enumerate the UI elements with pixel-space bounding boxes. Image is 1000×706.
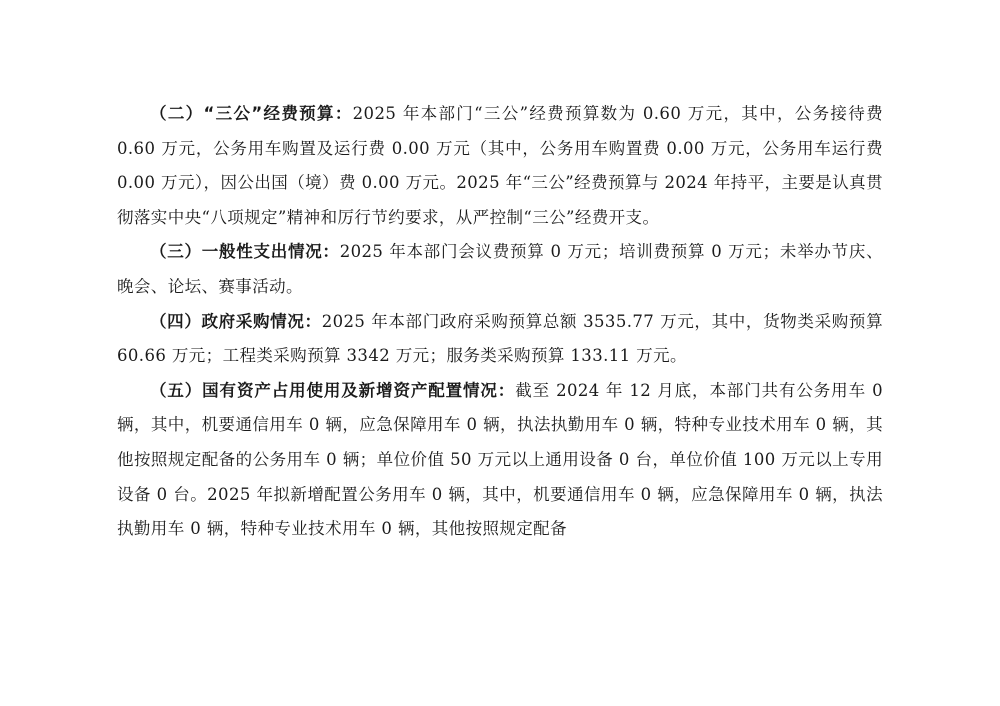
paragraph-san-gong-budget	[117, 97, 883, 235]
paragraph-general-expenditure	[117, 235, 883, 304]
paragraph-heading: （二）“三公”经费预算：	[150, 104, 353, 123]
paragraph-text: 2025 年本部门政府采购预算总额 3535.77 万元，其中，货物类采购预算 60.66 万元；工程类采购预算 3342 万元；服务类采购预算 133.11 万元。	[117, 311, 883, 366]
paragraph-text: 2025 年本部门“三公”经费预算数为 0.60 万元，其中，公务接待费 0.60 万元，公务用车购置及运行费 0.00 万元（其中，公务用车购置费 0.00 万元，公务用车运行费 0.00 万元），因公出国（境）费 0.00 万元。2025 年“三公”经费预算与 2024 年持平，主要是认真贯彻落实中央“八项规定”精神和厉行节约要求，从严控制“三公”经费开支。	[117, 104, 883, 227]
paragraph-heading: （五）国有资产占用使用及新增资产配置情况：	[150, 380, 516, 400]
paragraph-heading: （三）一般性支出情况：	[150, 242, 340, 262]
paragraph-text: 2025 年本部门会议费预算 0 万元；培训费预算 0 万元；未举办节庆、晚会、论坛、赛事活动。	[117, 242, 883, 296]
paragraph-heading: （四）政府采购情况：	[150, 311, 322, 331]
paragraph-state-assets	[117, 374, 883, 547]
paragraph-text: 截至 2024 年 12 月底，本部门共有公务用车 0 辆，其中，机要通信用车 0 辆，应急保障用车 0 辆，执法执勤用车 0 辆，特种专业技术用车 0 辆，其他按照规定配备的公务用车 0 辆；单位价值 50 万元以上通用设备 0 台，单位价值 100 万元以上专用设备 0 台。2025 年拟新增配置公务用车 0 辆，其中，机要通信用车 0 辆，应急保障用车 0 辆，执法执勤用车 0 辆，特种专业技术用车 0 辆，其他按照规定配备	[117, 380, 883, 539]
paragraph-government-procurement	[117, 305, 883, 374]
document-body	[117, 97, 883, 547]
